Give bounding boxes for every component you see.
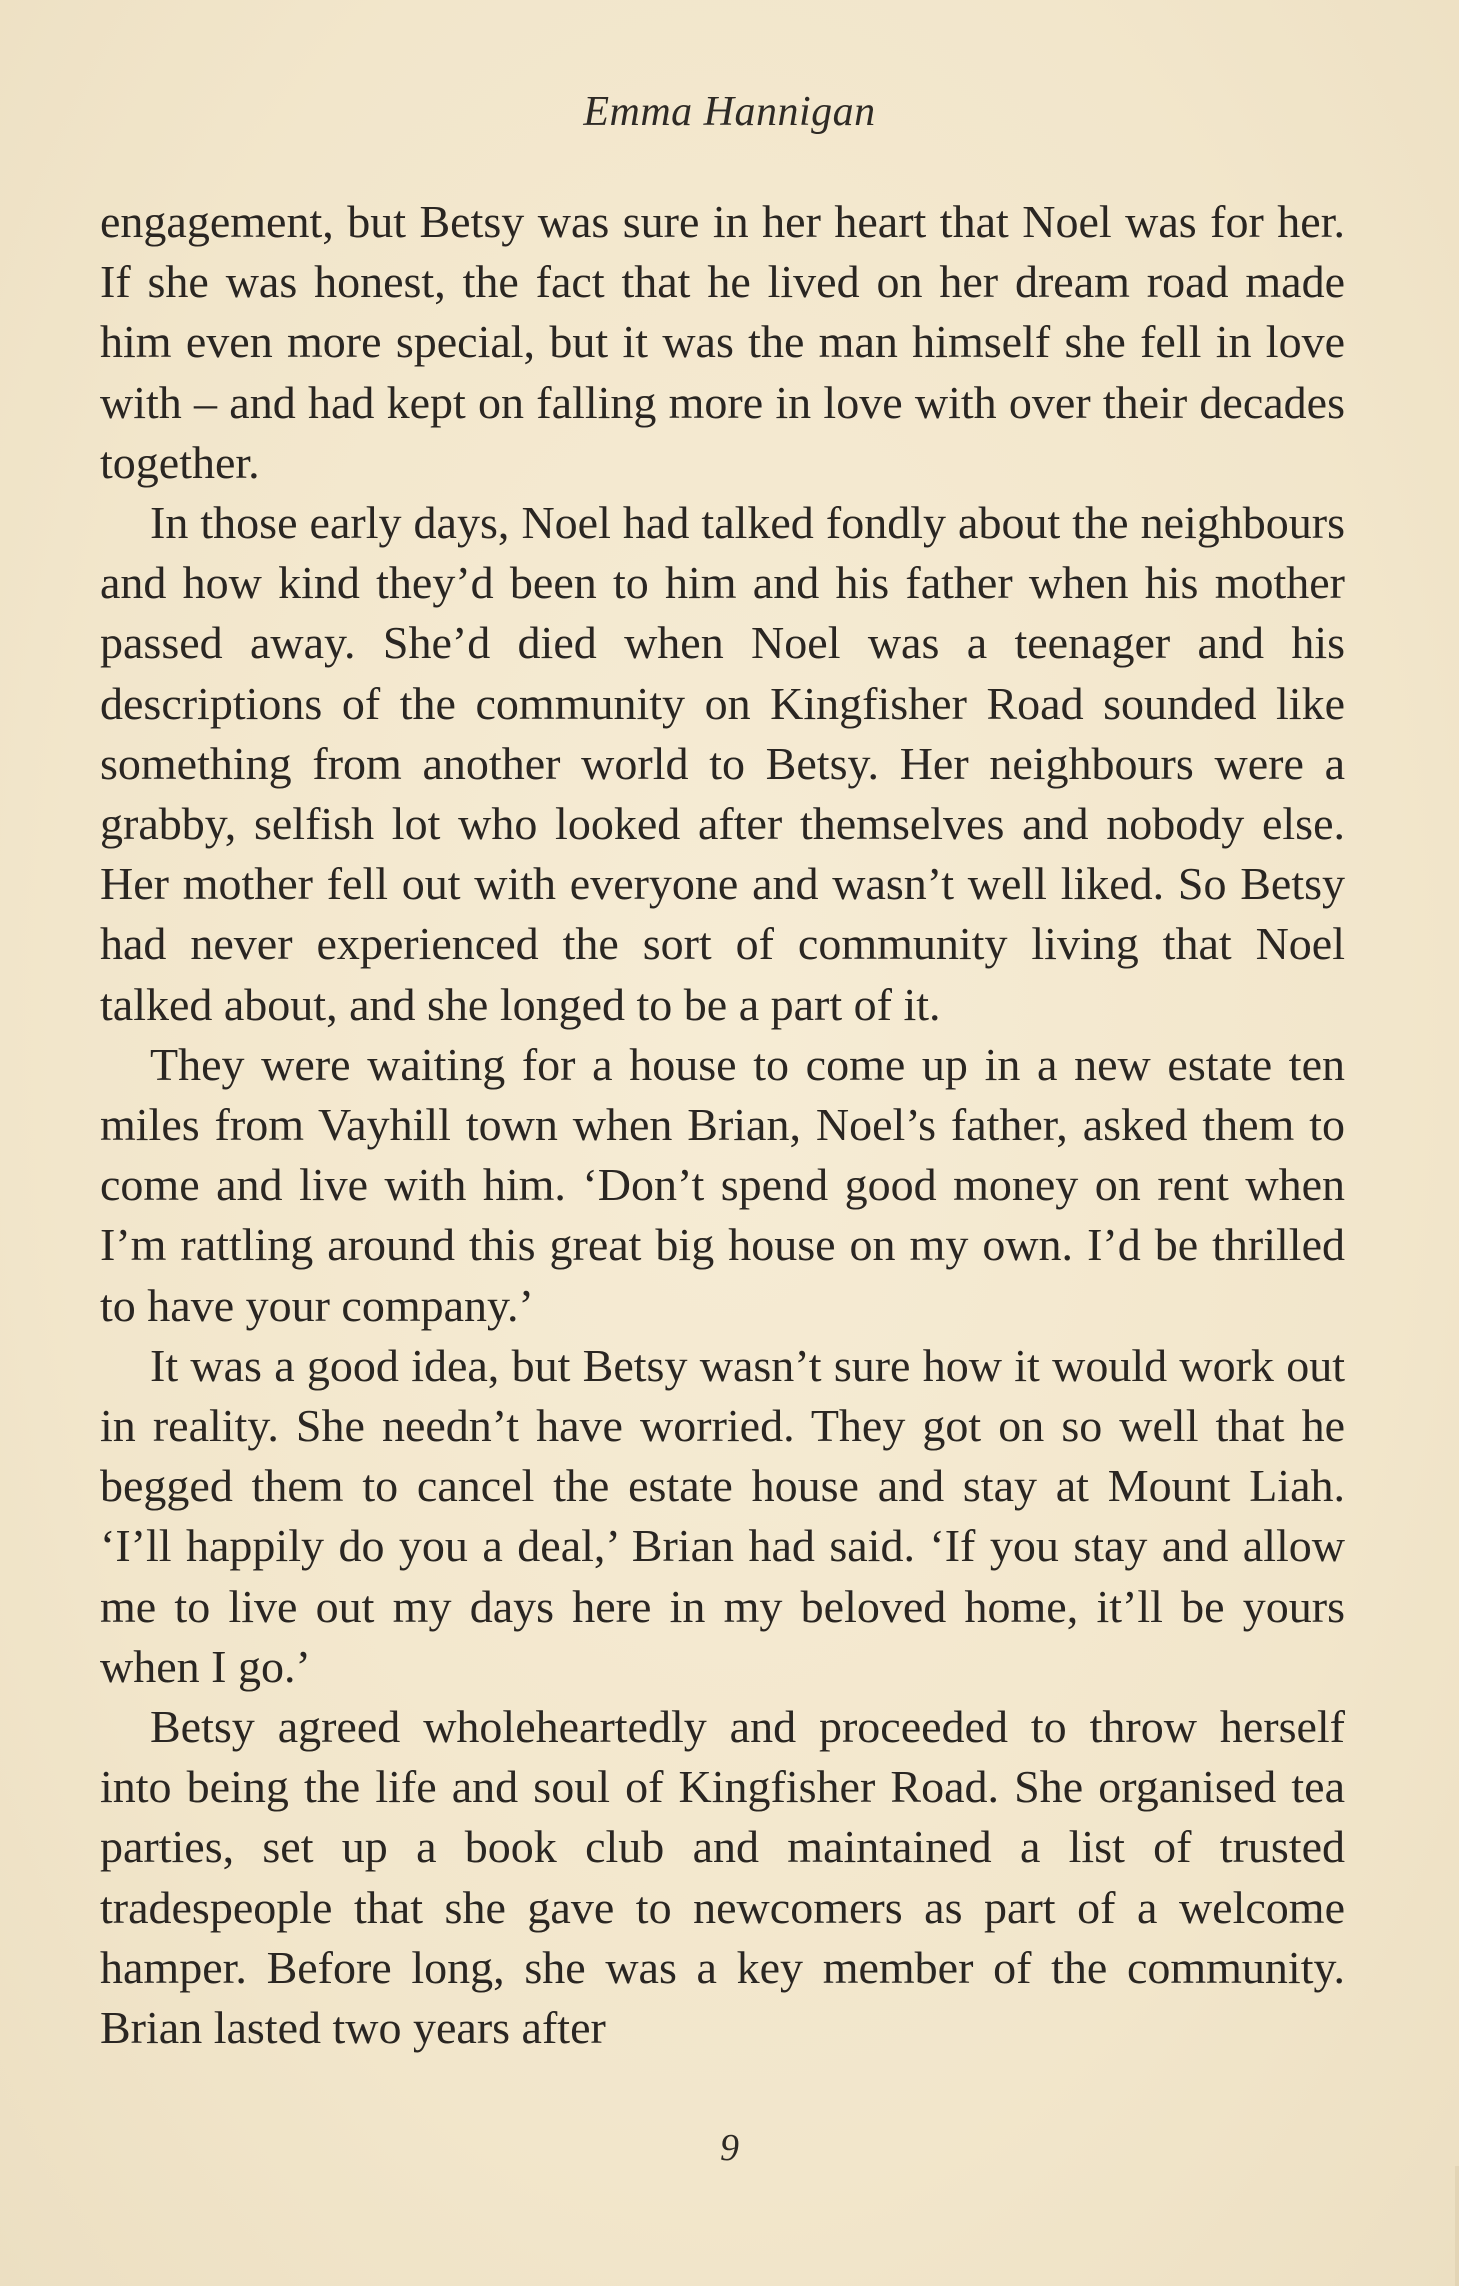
page-number: 9: [720, 2127, 739, 2169]
paragraph: It was a good idea, but Betsy wasn’t sure how it would work out in reality. She needn’t have worried. They got on so well that he begged them to cancel the estate house and stay at Mount Liah. ‘I’ll happily do you a deal,’ Brian had said. ‘If you stay and allow me to live out my days here in my beloved home, it’ll be yours when I go.’: [100, 1339, 1345, 1692]
paragraph: They were waiting for a house to come up in a new estate ten miles from Vayhill town when Brian, Noel’s father, asked them to come and live with him. ‘Don’t spend good money on rent when I’m rattling around this great big house on my own. I’d be thrilled to have your company.’: [100, 1038, 1345, 1331]
paragraph-continued: engagement, but Betsy was sure in her heart that Noel was for her. If she was honest, the fact that he lived on her dream road made him even more special, but it was the man himself she fell in love with – and had kept on falling more in love with over their decades together.: [100, 196, 1345, 488]
page-edge-shadow: [1455, 2166, 1459, 2286]
paragraph: In those early days, Noel had talked fondly about the neighbours and how kind they’d been to him and his father when his mother passed away. She’d died when Noel was a teenager and his descriptions of the community on Kingfisher Road sounded like something from another world to Betsy. Her neighbours were a grabby, selfish lot who looked after themselves and nobody else. Her mother fell out with everyone and wasn’t well liked. So Betsy had never experienced the sort of community living that Noel talked about, and she longed to be a part of it.: [100, 497, 1345, 1030]
body-text: [100, 192, 1345, 2058]
running-head: Emma Hannigan: [583, 89, 876, 135]
paragraph: Betsy agreed wholeheartedly and proceeded to throw herself into being the life and soul of Kingfisher Road. She organised tea parties, set up a book club and maintained a list of trusted tradespeople that she gave to newcomers as part of a welcome hamper. Before long, she was a key member of the community. Brian lasted two years after: [100, 1701, 1345, 2054]
